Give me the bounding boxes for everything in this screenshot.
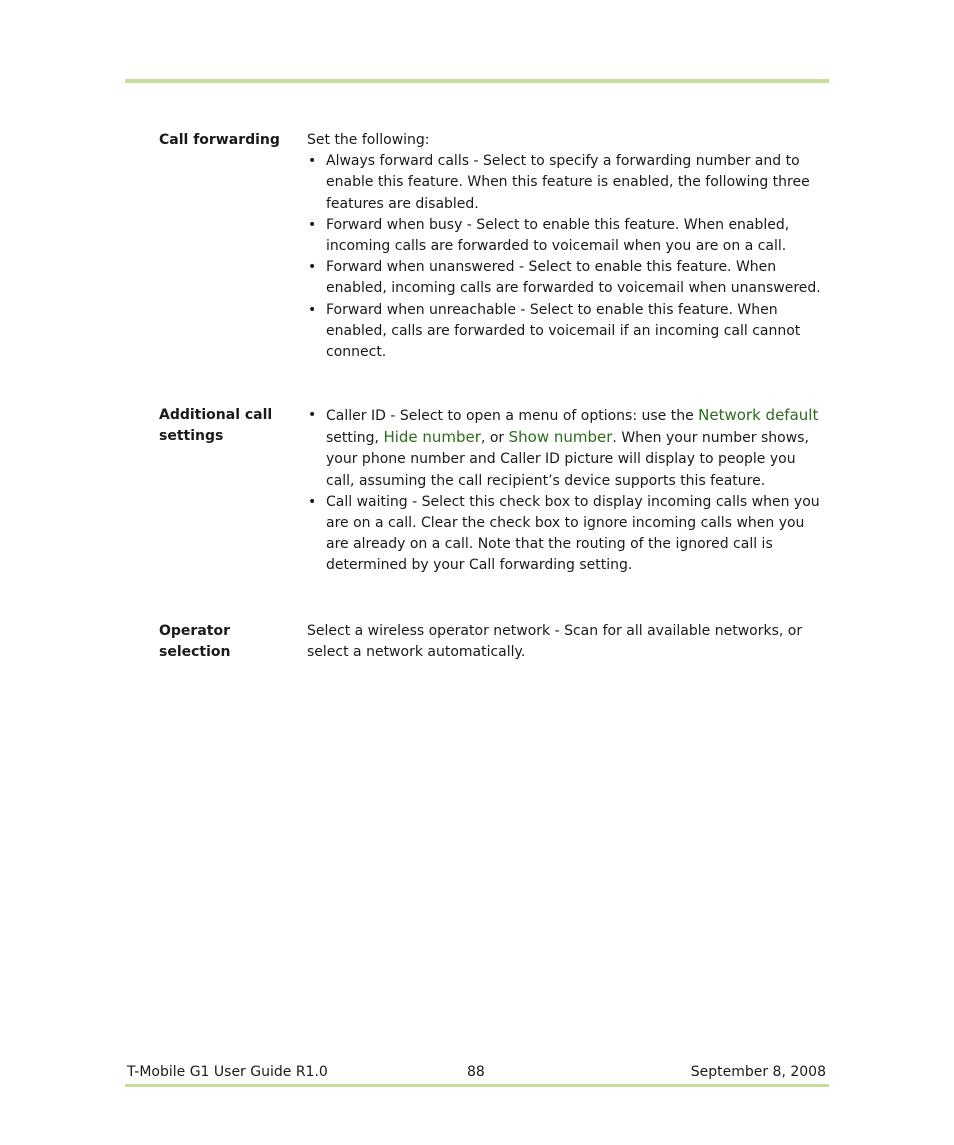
bullet-icon: • [308,153,317,170]
section-body [307,130,825,363]
list-item-text: Forward when unreachable - Select to enable this feature. When enabled, calls are forwarded to voicemail if an incoming call cannot connect. [326,301,801,361]
section-body [307,405,825,577]
bullet-list [307,405,825,577]
bullet-icon: • [308,407,317,423]
list-item [307,215,825,257]
list-item-text: , or [480,430,509,447]
option-hide-number: Hide number [383,428,481,447]
list-item-text: setting, [326,430,384,447]
footer-date: September 8, 2008 [690,1064,826,1080]
bullet-icon: • [308,216,317,233]
list-item [307,405,825,492]
footer-rule [125,1084,829,1087]
section-label: Additional call settings [159,407,273,444]
bullet-icon: • [308,493,317,510]
list-item [307,151,825,215]
bullet-icon: • [308,301,317,318]
list-item [307,257,825,299]
list-item-text: Caller ID - Select to open a menu of options: use the [326,408,699,424]
header-rule [125,79,829,83]
section-intro: Set the following: [307,132,430,148]
list-item [307,300,825,364]
section-label: Call forwarding [159,132,280,148]
list-item [307,492,825,577]
list-item-text: Forward when unanswered - Select to enable this feature. When enabled, incoming calls are forwarded to voicemail when unanswered. [326,259,821,297]
option-network-default: Network default [698,406,819,424]
footer-doc-title: T-Mobile G1 User Guide R1.0 [127,1064,328,1080]
section-text: Select a wireless operator network - Scan for all available networks, or select a network automatically. [307,623,803,661]
section-body [307,621,825,663]
bullet-icon: • [308,259,317,276]
list-item-text: Always forward calls - Select to specify a forwarding number and to enable this feature. When this feature is enabled, the following three features are disabled. [326,153,810,212]
bullet-list [307,151,825,363]
section-label: Operator selection [159,623,231,660]
list-item-text: Forward when busy - Select to enable this feature. When enabled, incoming calls are forwarded to voicemail when you are on a call. [326,216,790,255]
list-item-text: Call waiting - Select this check box to display incoming calls when you are on a call. Clear the check box to ignore incoming calls when you are already on a call. Note that the routing of the ignored call is determined by your Call forwarding setting. [326,493,820,574]
footer-page-number: 88 [467,1064,485,1080]
option-show-number: Show number [508,428,613,447]
list-item-text: . When your number shows, your phone number and Caller ID picture will display to people you call, assuming the call recipient’s device supports this feature. [326,430,809,489]
